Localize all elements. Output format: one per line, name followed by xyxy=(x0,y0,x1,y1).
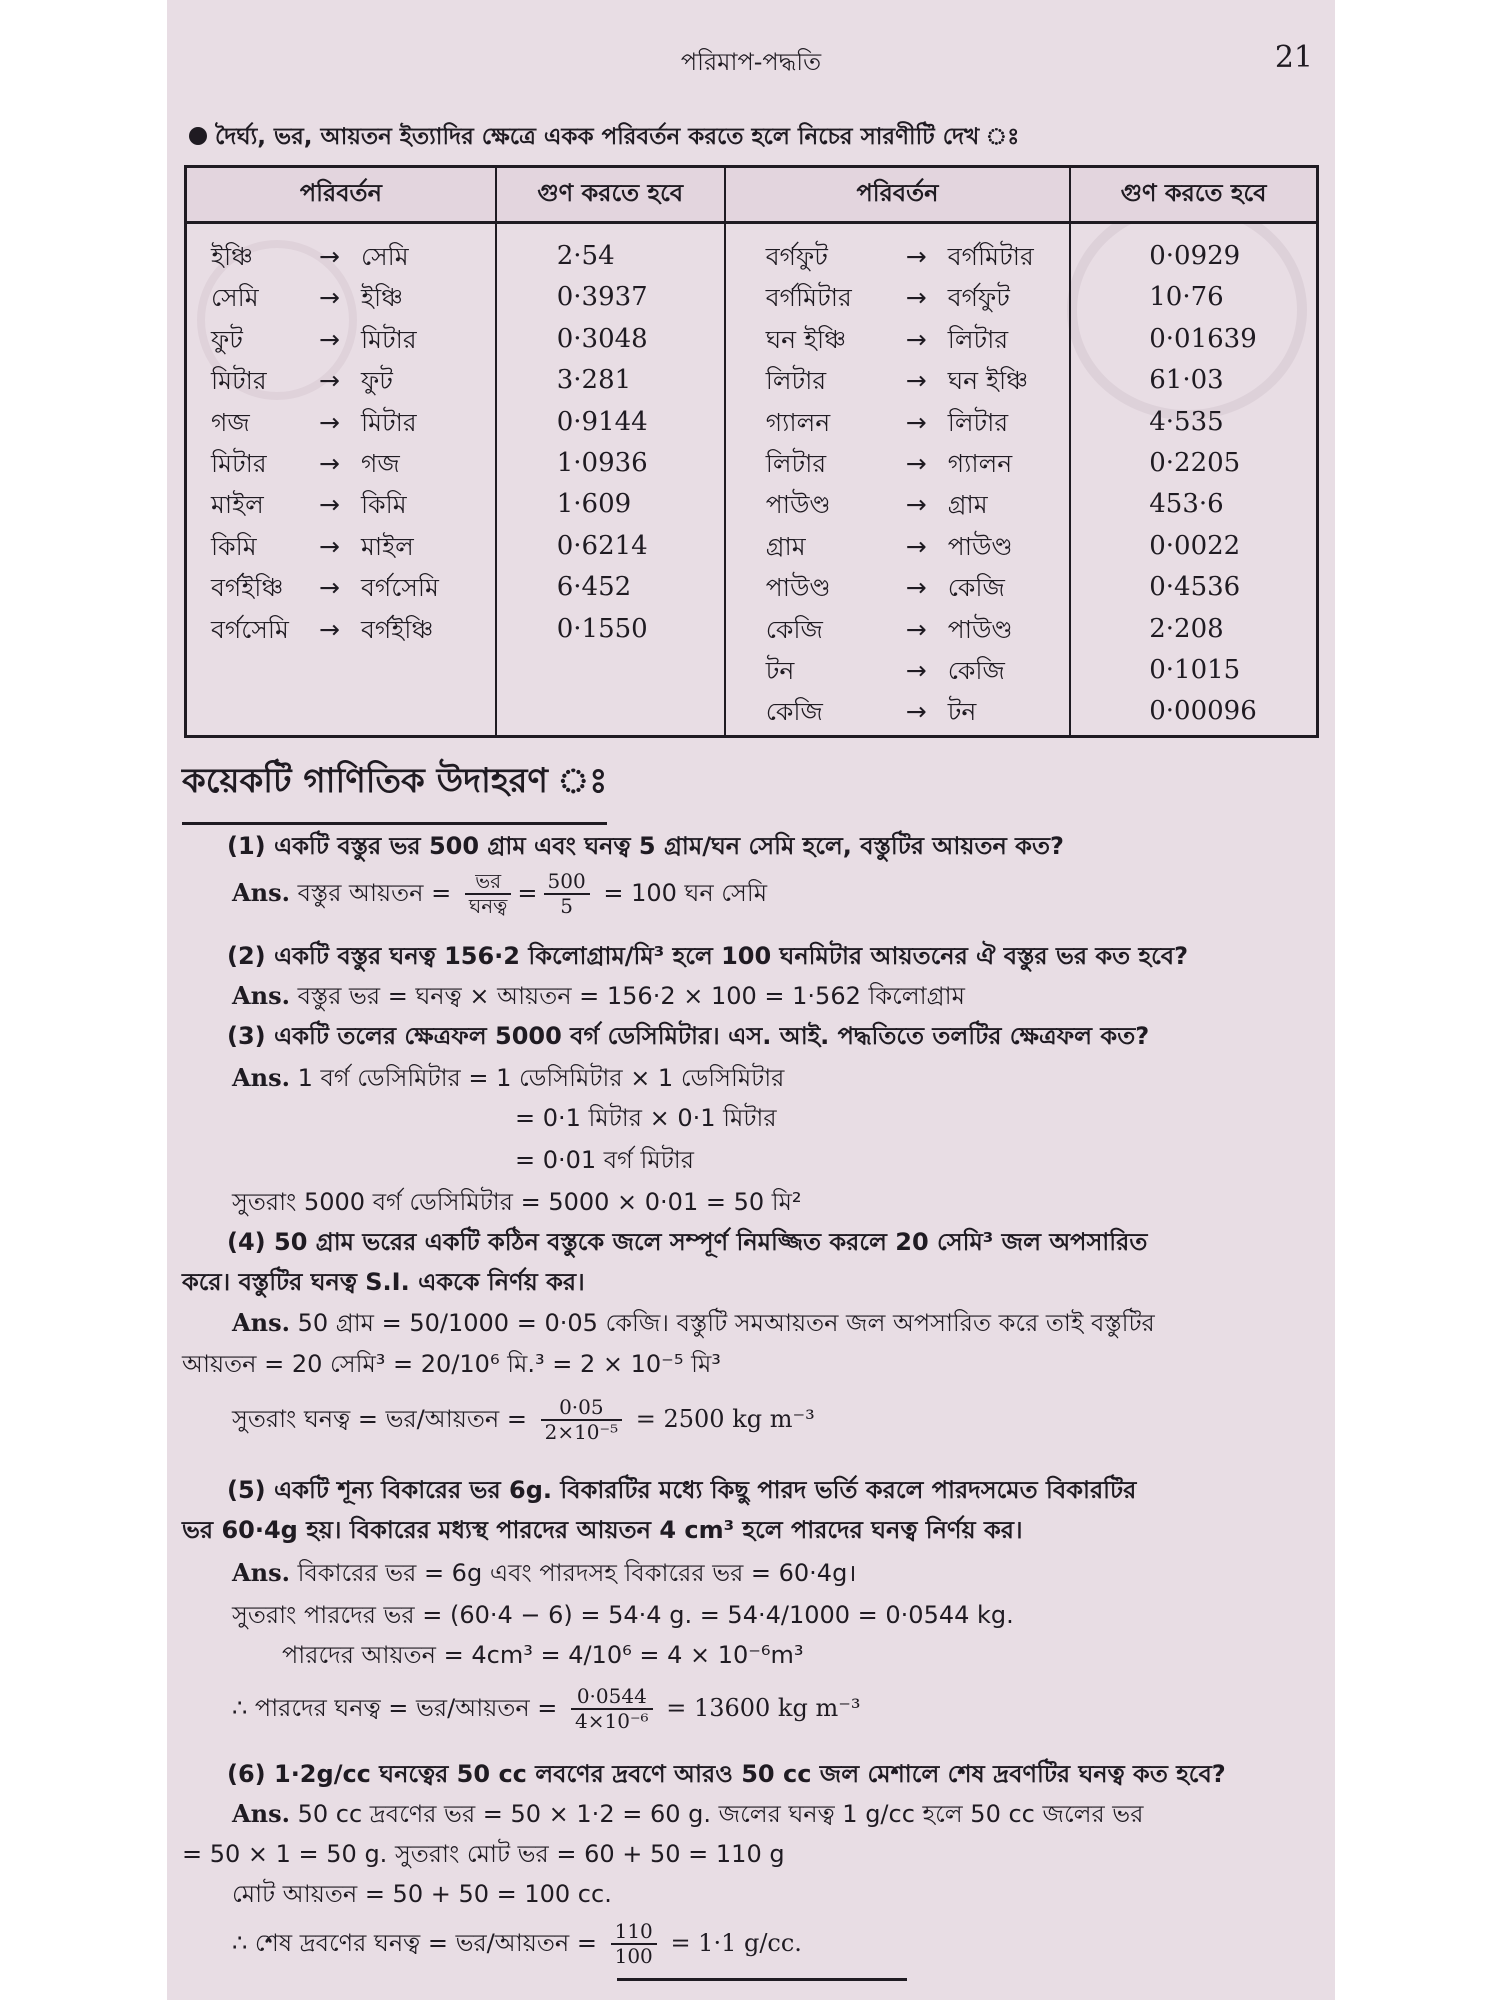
conversion-factor: 0·1015 xyxy=(1149,654,1241,685)
question-3: (3) একটি তলের ক্ষেত্রফল 5000 বর্গ ডেসিমিটার। এস. আই. পদ্ধতিতে তলটির ক্ষেত্রফল কত? xyxy=(227,1022,1150,1050)
unit-pair xyxy=(726,277,1070,318)
arrow-icon: → xyxy=(905,324,927,354)
conversion-factor: 1·0936 xyxy=(556,447,648,478)
arrow-icon: → xyxy=(905,490,927,520)
unit-to: সেমি xyxy=(361,242,409,271)
arrow-icon: → xyxy=(905,573,927,603)
answer-5: Ans. বিকারের ভর = 6g এবং পারদসহ বিকারের ভর = 60·4g। xyxy=(232,1558,857,1587)
unit-pair xyxy=(187,567,495,608)
unit-pair xyxy=(726,402,1070,443)
ans-label: Ans. xyxy=(232,981,290,1010)
unit-pair xyxy=(726,691,1070,732)
left-units-column xyxy=(186,223,496,737)
unit-from: পাউণ্ড xyxy=(765,490,831,520)
unit-from: মিটার xyxy=(211,448,267,478)
arrow-icon: → xyxy=(905,655,927,685)
unit-from: বর্গমিটার xyxy=(765,283,852,313)
conversion-factor: 61·03 xyxy=(1149,365,1224,396)
question-2: (2) একটি বস্তুর ঘনত্ব 156·2 কিলোগ্রাম/মি³ হলে 100 ঘনমিটার আয়তনের ঐ বস্তুর ভর কত হবে? xyxy=(227,942,1189,970)
arrow-icon: → xyxy=(905,407,927,437)
unit-from: ঘন ইঞ্চি xyxy=(765,324,847,354)
arrow-icon: → xyxy=(319,283,340,313)
section-heading: কয়েকটি গাণিতিক উদাহরণ ঃ xyxy=(182,755,607,825)
unit-from: লিটার xyxy=(765,366,827,396)
arrow-icon: → xyxy=(319,573,340,603)
book-page xyxy=(167,0,1335,2000)
conversion-factor: 2·208 xyxy=(1149,613,1224,644)
conversion-factor: 2·54 xyxy=(556,241,615,271)
question-5: (5) একটি শূন্য বিকারের ভর 6g. বিকারটির মধ্যে কিছু পারদ ভর্তি করলে পারদসমেত বিকারটির xyxy=(227,1476,1137,1504)
unit-pair xyxy=(726,443,1070,484)
unit-to: মাইল xyxy=(361,531,414,561)
unit-from: কেজি xyxy=(765,614,823,644)
answer-6-line: ∴ শেষ দ্রবণের ঘনত্ব = ভর/আয়তন = $\frac{110}{100}$ = 1·1 g/cc. xyxy=(232,1919,802,1968)
conversion-factor: 3·281 xyxy=(556,365,632,396)
unit-to: কিমি xyxy=(361,490,407,520)
ans-label: Ans. xyxy=(232,1558,290,1587)
unit-from: মাইল xyxy=(211,490,264,520)
unit-to: বর্গফুট xyxy=(947,283,1010,313)
unit-from: ফুট xyxy=(211,324,243,354)
unit-pair xyxy=(187,277,495,318)
column-header: পরিবর্তন xyxy=(725,167,1071,223)
unit-from: বর্গসেমি xyxy=(211,614,289,644)
unit-from: লিটার xyxy=(765,448,827,478)
conversion-table xyxy=(184,165,1319,738)
fraction: $\frac{0\cdot 0544}{\text{4×10⁻⁶}}$ xyxy=(571,1685,653,1733)
answer-2: Ans. বস্তুর ভর = ঘনত্ব × আয়তন = 156·2 × 100 = 1·562 কিলোগ্রাম xyxy=(232,981,965,1010)
unit-to: মিটার xyxy=(361,407,417,437)
unit-from: ইঞ্চি xyxy=(211,242,254,271)
unit-to: বর্গমিটার xyxy=(947,242,1034,271)
unit-to: গ্যালন xyxy=(947,448,1013,478)
conversion-factor: 0·1550 xyxy=(556,613,648,644)
arrow-icon: → xyxy=(319,614,340,644)
unit-pair xyxy=(726,360,1070,401)
unit-to: পাউণ্ড xyxy=(947,614,1013,644)
fraction: $\frac{\text{ভর}}{\text{ঘনত্ব}}$ xyxy=(465,870,512,918)
unit-to: লিটার xyxy=(947,324,1009,354)
unit-to: ইঞ্চি xyxy=(361,283,404,313)
answer-3: Ans. 1 বর্গ ডেসিমিটার = 1 ডেসিমিটার × 1 ডেসিমিটার xyxy=(232,1063,785,1092)
arrow-icon: → xyxy=(905,614,927,644)
conversion-factor: 10·76 xyxy=(1149,282,1224,313)
answer-5-line: ∴ পারদের ঘনত্ব = ভর/আয়তন = $\frac{0\cdot 0544}{\text{4×10⁻⁶}}$ = 13600 kg m⁻³ xyxy=(232,1684,861,1733)
unit-pair xyxy=(187,360,495,401)
unit-pair xyxy=(187,236,495,277)
conversion-factor: 0·9144 xyxy=(556,406,648,437)
unit-pair xyxy=(726,236,1070,277)
unit-pair xyxy=(726,526,1070,567)
unit-pair xyxy=(726,484,1070,525)
arrow-icon: → xyxy=(319,490,340,520)
answer-3-line: সুতরাং 5000 বর্গ ডেসিমিটার = 5000 × 0·01 = 50 মি² xyxy=(232,1188,802,1216)
unit-from: গ্যালন xyxy=(765,407,831,437)
unit-from: পাউণ্ড xyxy=(765,573,831,603)
unit-pair xyxy=(187,319,495,360)
arrow-icon: → xyxy=(319,448,340,478)
conversion-factor: 0·3048 xyxy=(556,323,648,354)
fraction: $\frac{500}{5}$ xyxy=(544,870,590,918)
answer-5-line: পারদের আয়তন = 4cm³ = 4/10⁶ = 4 × 10⁻⁶m³ xyxy=(282,1641,804,1669)
conversion-factor: 0·2205 xyxy=(1149,447,1241,478)
answer-4: Ans. 50 গ্রাম = 50/1000 = 0·05 কেজি। বস্তুটি সমআয়তন জল অপসারিত করে তাই বস্তুটির xyxy=(232,1308,1155,1337)
unit-from: গ্রাম xyxy=(765,531,806,561)
arrow-icon: → xyxy=(905,283,927,313)
answer-6-line: মোট আয়তন = 50 + 50 = 100 cc. xyxy=(232,1880,612,1908)
unit-to: বর্গইঞ্চি xyxy=(361,614,434,644)
arrow-icon: → xyxy=(319,242,340,271)
unit-from: বর্গইঞ্চি xyxy=(211,573,284,603)
question-1: (1) একটি বস্তুর ভর 500 গ্রাম এবং ঘনত্ব 5 গ্রাম/ঘন সেমি হলে, বস্তুটির আয়তন কত? xyxy=(227,832,1064,860)
unit-pair xyxy=(726,609,1070,650)
unit-pair xyxy=(187,443,495,484)
arrow-icon: → xyxy=(905,366,927,396)
arrow-icon: → xyxy=(319,366,340,396)
answer-6-line: = 50 × 1 = 50 g. সুতরাং মোট ভর = 60 + 50 = 110 g xyxy=(182,1840,785,1868)
unit-pair xyxy=(187,609,495,650)
unit-from: কেজি xyxy=(765,697,823,727)
question-4-cont: করে। বস্তুটির ঘনত্ব S.I. এককে নির্ণয় কর। xyxy=(182,1268,585,1296)
unit-to: মিটার xyxy=(361,324,417,354)
unit-to: ফুট xyxy=(361,366,393,396)
unit-from: সেমি xyxy=(211,283,259,313)
answer-3-line: = 0·01 বর্গ মিটার xyxy=(515,1146,694,1174)
unit-pair xyxy=(726,567,1070,608)
conversion-factor: 0·01639 xyxy=(1149,323,1257,354)
unit-from: মিটার xyxy=(211,366,267,396)
column-header: পরিবর্তন xyxy=(186,167,496,223)
arrow-icon: → xyxy=(905,448,927,478)
question-5-cont: ভর 60·4g হয়। বিকারের মধ্যস্থ পারদের আয়তন 4 cm³ হলে পারদের ঘনত্ব নির্ণয় কর। xyxy=(182,1516,1023,1544)
arrow-icon: → xyxy=(319,324,340,354)
unit-to: কেজি xyxy=(947,573,1005,603)
ans-label: Ans. xyxy=(232,1308,290,1337)
answer-5-line: সুতরাং পারদের ভর = (60·4 − 6) = 54·4 g. = 54·4/1000 = 0·0544 kg. xyxy=(232,1601,1014,1629)
unit-to: ঘন ইঞ্চি xyxy=(947,366,1029,396)
question-4: (4) 50 গ্রাম ভরের একটি কঠিন বস্তুকে জলে সম্পূর্ণ নিমজ্জিত করলে 20 সেমি³ জল অপসারিত xyxy=(227,1228,1148,1256)
unit-to: কেজি xyxy=(947,655,1005,685)
unit-from: টন xyxy=(765,655,795,685)
unit-to: গজ xyxy=(361,448,400,478)
arrow-icon: → xyxy=(319,531,340,561)
page-header xyxy=(167,40,1335,80)
unit-to: বর্গসেমি xyxy=(361,573,439,603)
unit-pair xyxy=(726,650,1070,691)
table-intro: দৈর্ঘ্য, ভর, আয়তন ইত্যাদির ক্ষেত্রে একক পরিবর্তন করতে হলে নিচের সারণীটি দেখ ঃ xyxy=(189,118,1319,157)
fraction: $\frac{0\cdot 05}{\text{2×10⁻⁵}}$ xyxy=(541,1396,623,1444)
column-header: গুণ করতে হবে xyxy=(1070,167,1317,223)
unit-to: গ্রাম xyxy=(947,490,988,520)
answer-3-line: = 0·1 মিটার × 0·1 মিটার xyxy=(515,1104,777,1132)
unit-to: টন xyxy=(947,697,977,727)
bullet-icon xyxy=(189,127,207,145)
answer-6: Ans. 50 cc দ্রবণের ভর = 50 × 1·2 = 60 g. জলের ঘনত্ব 1 g/cc হলে 50 cc জলের ভর xyxy=(232,1799,1144,1828)
unit-from: গজ xyxy=(211,407,250,437)
arrow-icon: → xyxy=(905,242,927,271)
conversion-factor: 4·535 xyxy=(1149,406,1224,437)
right-units-column xyxy=(725,223,1071,737)
unit-to: লিটার xyxy=(947,407,1009,437)
answer-4-line: আয়তন = 20 সেমি³ = 20/10⁶ মি.³ = 2 × 10⁻⁵ মি³ xyxy=(182,1350,721,1378)
unit-to: পাউণ্ড xyxy=(947,531,1013,561)
conversion-factor: 0·0929 xyxy=(1149,241,1241,271)
answer-1: Ans. বস্তুর আয়তন = $\frac{\text{ভর}}{\text{ঘনত্ব}}$ = $\frac{500}{5}$ = 100 ঘন সেমি xyxy=(232,869,768,918)
arrow-icon: → xyxy=(905,531,927,561)
arrow-icon: → xyxy=(905,697,927,727)
running-title: পরিমাপ-পদ্ধতি xyxy=(680,48,822,76)
unit-pair xyxy=(187,402,495,443)
ans-label: Ans. xyxy=(232,1063,290,1092)
conversion-factor: 0·3937 xyxy=(556,282,648,313)
conversion-factor: 1·609 xyxy=(556,489,632,520)
conversion-factor: 0·4536 xyxy=(1149,572,1241,603)
unit-from: কিমি xyxy=(211,531,257,561)
ans-label: Ans. xyxy=(232,878,290,907)
unit-from: বর্গফুট xyxy=(765,242,828,271)
column-header: গুণ করতে হবে xyxy=(496,167,725,223)
unit-pair xyxy=(187,484,495,525)
page-number: 21 xyxy=(1274,40,1313,75)
right-factors-column xyxy=(1070,223,1317,737)
footer-rule xyxy=(617,1978,907,1981)
conversion-factor: 6·452 xyxy=(556,572,632,603)
question-6: (6) 1·2g/cc ঘনত্বের 50 cc লবণের দ্রবণে আরও 50 cc জল মেশালে শেষ দ্রবণটির ঘনত্ব কত হবে? xyxy=(227,1760,1226,1788)
conversion-factor: 0·6214 xyxy=(556,530,648,561)
unit-pair xyxy=(187,526,495,567)
ans-label: Ans. xyxy=(232,1799,290,1828)
arrow-icon: → xyxy=(319,407,340,437)
conversion-factor: 0·0022 xyxy=(1149,530,1241,561)
answer-4-line: সুতরাং ঘনত্ব = ভর/আয়তন = $\frac{0\cdot 05}{\text{2×10⁻⁵}}$ = 2500 kg m⁻³ xyxy=(232,1395,815,1444)
unit-pair xyxy=(726,319,1070,360)
conversion-factor: 453·6 xyxy=(1149,489,1224,520)
table-header-row xyxy=(186,167,1318,223)
left-factors-column xyxy=(496,223,725,737)
conversion-factor: 0·00096 xyxy=(1149,696,1257,727)
fraction: $\frac{110}{100}$ xyxy=(611,1920,657,1968)
